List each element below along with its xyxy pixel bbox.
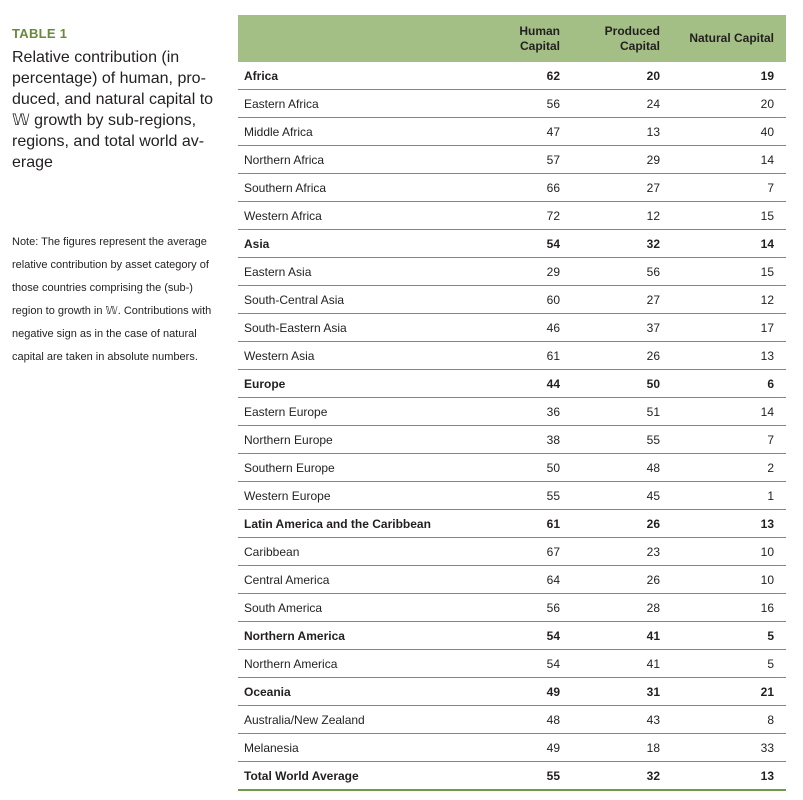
table-row-subregion bbox=[238, 454, 786, 482]
table-row-subregion bbox=[238, 258, 786, 286]
human-capital-value: 72 bbox=[488, 202, 572, 230]
row-name: Northern Africa bbox=[238, 146, 488, 174]
produced-capital-value: 43 bbox=[572, 706, 672, 734]
table-row-region bbox=[238, 622, 786, 650]
human-capital-value: 50 bbox=[488, 454, 572, 482]
human-capital-value: 55 bbox=[488, 762, 572, 791]
natural-capital-value: 12 bbox=[672, 286, 786, 314]
natural-capital-value: 15 bbox=[672, 202, 786, 230]
natural-capital-value: 13 bbox=[672, 762, 786, 791]
data-table-container bbox=[238, 15, 786, 791]
human-capital-value: 61 bbox=[488, 342, 572, 370]
table-row-subregion bbox=[238, 538, 786, 566]
human-capital-value: 57 bbox=[488, 146, 572, 174]
produced-capital-value: 27 bbox=[572, 174, 672, 202]
table-note: Note: The figures represent the average relative contribution by asset category of those countries comprising the (sub-) region to growth in 𝕎. Contributions with negative sign as in the case of natural capital are taken in absolute numbers. bbox=[12, 236, 212, 363]
row-name: Northern America bbox=[238, 622, 488, 650]
human-capital-value: 64 bbox=[488, 566, 572, 594]
produced-capital-value: 56 bbox=[572, 258, 672, 286]
produced-capital-value: 18 bbox=[572, 734, 672, 762]
human-capital-value: 47 bbox=[488, 118, 572, 146]
produced-capital-value: 55 bbox=[572, 426, 672, 454]
human-capital-value: 56 bbox=[488, 594, 572, 622]
row-name: South-Eastern Asia bbox=[238, 314, 488, 342]
data-table bbox=[238, 15, 786, 791]
produced-capital-value: 51 bbox=[572, 398, 672, 426]
row-name: Total World Average bbox=[238, 762, 488, 791]
row-name: Africa bbox=[238, 62, 488, 90]
produced-capital-value: 24 bbox=[572, 90, 672, 118]
row-name: Eastern Europe bbox=[238, 398, 488, 426]
human-capital-value: 55 bbox=[488, 482, 572, 510]
table-row-region bbox=[238, 762, 786, 791]
human-capital-value: 46 bbox=[488, 314, 572, 342]
produced-capital-value: 13 bbox=[572, 118, 672, 146]
natural-capital-value: 13 bbox=[672, 510, 786, 538]
human-capital-value: 48 bbox=[488, 706, 572, 734]
human-capital-value: 54 bbox=[488, 230, 572, 258]
natural-capital-value: 7 bbox=[672, 174, 786, 202]
table-row-region bbox=[238, 510, 786, 538]
human-capital-value: 54 bbox=[488, 650, 572, 678]
row-name: Caribbean bbox=[238, 538, 488, 566]
header-human-capital: Human Capital bbox=[488, 15, 572, 62]
natural-capital-value: 15 bbox=[672, 258, 786, 286]
natural-capital-value: 20 bbox=[672, 90, 786, 118]
produced-capital-value: 26 bbox=[572, 342, 672, 370]
human-capital-value: 56 bbox=[488, 90, 572, 118]
table-row-subregion bbox=[238, 174, 786, 202]
row-name: Latin America and the Caribbean bbox=[238, 510, 488, 538]
natural-capital-value: 10 bbox=[672, 566, 786, 594]
header-natural-capital: Natural Capital bbox=[672, 15, 786, 62]
header-region bbox=[238, 15, 488, 62]
row-name: Oceania bbox=[238, 678, 488, 706]
natural-capital-value: 1 bbox=[672, 482, 786, 510]
table-row-subregion bbox=[238, 426, 786, 454]
header-row bbox=[238, 15, 786, 62]
row-name: Eastern Asia bbox=[238, 258, 488, 286]
produced-capital-value: 31 bbox=[572, 678, 672, 706]
human-capital-value: 44 bbox=[488, 370, 572, 398]
row-name: Central America bbox=[238, 566, 488, 594]
produced-capital-value: 20 bbox=[572, 62, 672, 90]
natural-capital-value: 33 bbox=[672, 734, 786, 762]
human-capital-value: 66 bbox=[488, 174, 572, 202]
table-row-subregion bbox=[238, 286, 786, 314]
row-name: Western Africa bbox=[238, 202, 488, 230]
produced-capital-value: 23 bbox=[572, 538, 672, 566]
natural-capital-value: 40 bbox=[672, 118, 786, 146]
natural-capital-value: 17 bbox=[672, 314, 786, 342]
produced-capital-value: 50 bbox=[572, 370, 672, 398]
table-body bbox=[238, 62, 786, 790]
natural-capital-value: 16 bbox=[672, 594, 786, 622]
table-row-subregion bbox=[238, 594, 786, 622]
produced-capital-value: 48 bbox=[572, 454, 672, 482]
human-capital-value: 62 bbox=[488, 62, 572, 90]
produced-capital-value: 45 bbox=[572, 482, 672, 510]
natural-capital-value: 5 bbox=[672, 622, 786, 650]
natural-capital-value: 14 bbox=[672, 146, 786, 174]
table-row-region bbox=[238, 62, 786, 90]
produced-capital-value: 41 bbox=[572, 622, 672, 650]
table-row-subregion bbox=[238, 90, 786, 118]
produced-capital-value: 29 bbox=[572, 146, 672, 174]
natural-capital-value: 6 bbox=[672, 370, 786, 398]
natural-capital-value: 5 bbox=[672, 650, 786, 678]
row-name: Middle Africa bbox=[238, 118, 488, 146]
natural-capital-value: 14 bbox=[672, 230, 786, 258]
table-row-subregion bbox=[238, 146, 786, 174]
table-header bbox=[238, 15, 786, 62]
row-name: Northern America bbox=[238, 650, 488, 678]
row-name: Western Asia bbox=[238, 342, 488, 370]
table-row-subregion bbox=[238, 734, 786, 762]
produced-capital-value: 26 bbox=[572, 566, 672, 594]
header-produced-capital: Produced Capital bbox=[572, 15, 672, 62]
produced-capital-value: 41 bbox=[572, 650, 672, 678]
row-name: Northern Europe bbox=[238, 426, 488, 454]
human-capital-value: 67 bbox=[488, 538, 572, 566]
table-label: TABLE 1 bbox=[12, 26, 68, 41]
human-capital-value: 60 bbox=[488, 286, 572, 314]
natural-capital-value: 13 bbox=[672, 342, 786, 370]
table-row-region bbox=[238, 678, 786, 706]
natural-capital-value: 14 bbox=[672, 398, 786, 426]
human-capital-value: 29 bbox=[488, 258, 572, 286]
row-name: Europe bbox=[238, 370, 488, 398]
produced-capital-value: 12 bbox=[572, 202, 672, 230]
natural-capital-value: 19 bbox=[672, 62, 786, 90]
human-capital-value: 49 bbox=[488, 734, 572, 762]
human-capital-value: 38 bbox=[488, 426, 572, 454]
table-row-subregion bbox=[238, 202, 786, 230]
natural-capital-value: 21 bbox=[672, 678, 786, 706]
produced-capital-value: 32 bbox=[572, 762, 672, 791]
table-row-subregion bbox=[238, 482, 786, 510]
row-name: South-Central Asia bbox=[238, 286, 488, 314]
produced-capital-value: 27 bbox=[572, 286, 672, 314]
table-row-subregion bbox=[238, 706, 786, 734]
table-row-subregion bbox=[238, 118, 786, 146]
human-capital-value: 36 bbox=[488, 398, 572, 426]
human-capital-value: 61 bbox=[488, 510, 572, 538]
row-name: Asia bbox=[238, 230, 488, 258]
table-caption: Relative contribution (in percentage) of human, pro-duced, and natural capital to 𝕎 growth by sub-regions, regions, and total world av-erage bbox=[12, 49, 214, 171]
row-name: Melanesia bbox=[238, 734, 488, 762]
row-name: Western Europe bbox=[238, 482, 488, 510]
human-capital-value: 49 bbox=[488, 678, 572, 706]
table-row-subregion bbox=[238, 342, 786, 370]
row-name: South America bbox=[238, 594, 488, 622]
table-row-subregion bbox=[238, 314, 786, 342]
row-name: Southern Europe bbox=[238, 454, 488, 482]
natural-capital-value: 8 bbox=[672, 706, 786, 734]
natural-capital-value: 10 bbox=[672, 538, 786, 566]
table-row-region bbox=[238, 370, 786, 398]
produced-capital-value: 37 bbox=[572, 314, 672, 342]
produced-capital-value: 26 bbox=[572, 510, 672, 538]
produced-capital-value: 32 bbox=[572, 230, 672, 258]
row-name: Australia/New Zealand bbox=[238, 706, 488, 734]
row-name: Southern Africa bbox=[238, 174, 488, 202]
table-row-subregion bbox=[238, 650, 786, 678]
human-capital-value: 54 bbox=[488, 622, 572, 650]
produced-capital-value: 28 bbox=[572, 594, 672, 622]
row-name: Eastern Africa bbox=[238, 90, 488, 118]
table-row-region bbox=[238, 230, 786, 258]
table-row-subregion bbox=[238, 398, 786, 426]
table-row-subregion bbox=[238, 566, 786, 594]
natural-capital-value: 2 bbox=[672, 454, 786, 482]
natural-capital-value: 7 bbox=[672, 426, 786, 454]
caption-block bbox=[12, 26, 224, 173]
